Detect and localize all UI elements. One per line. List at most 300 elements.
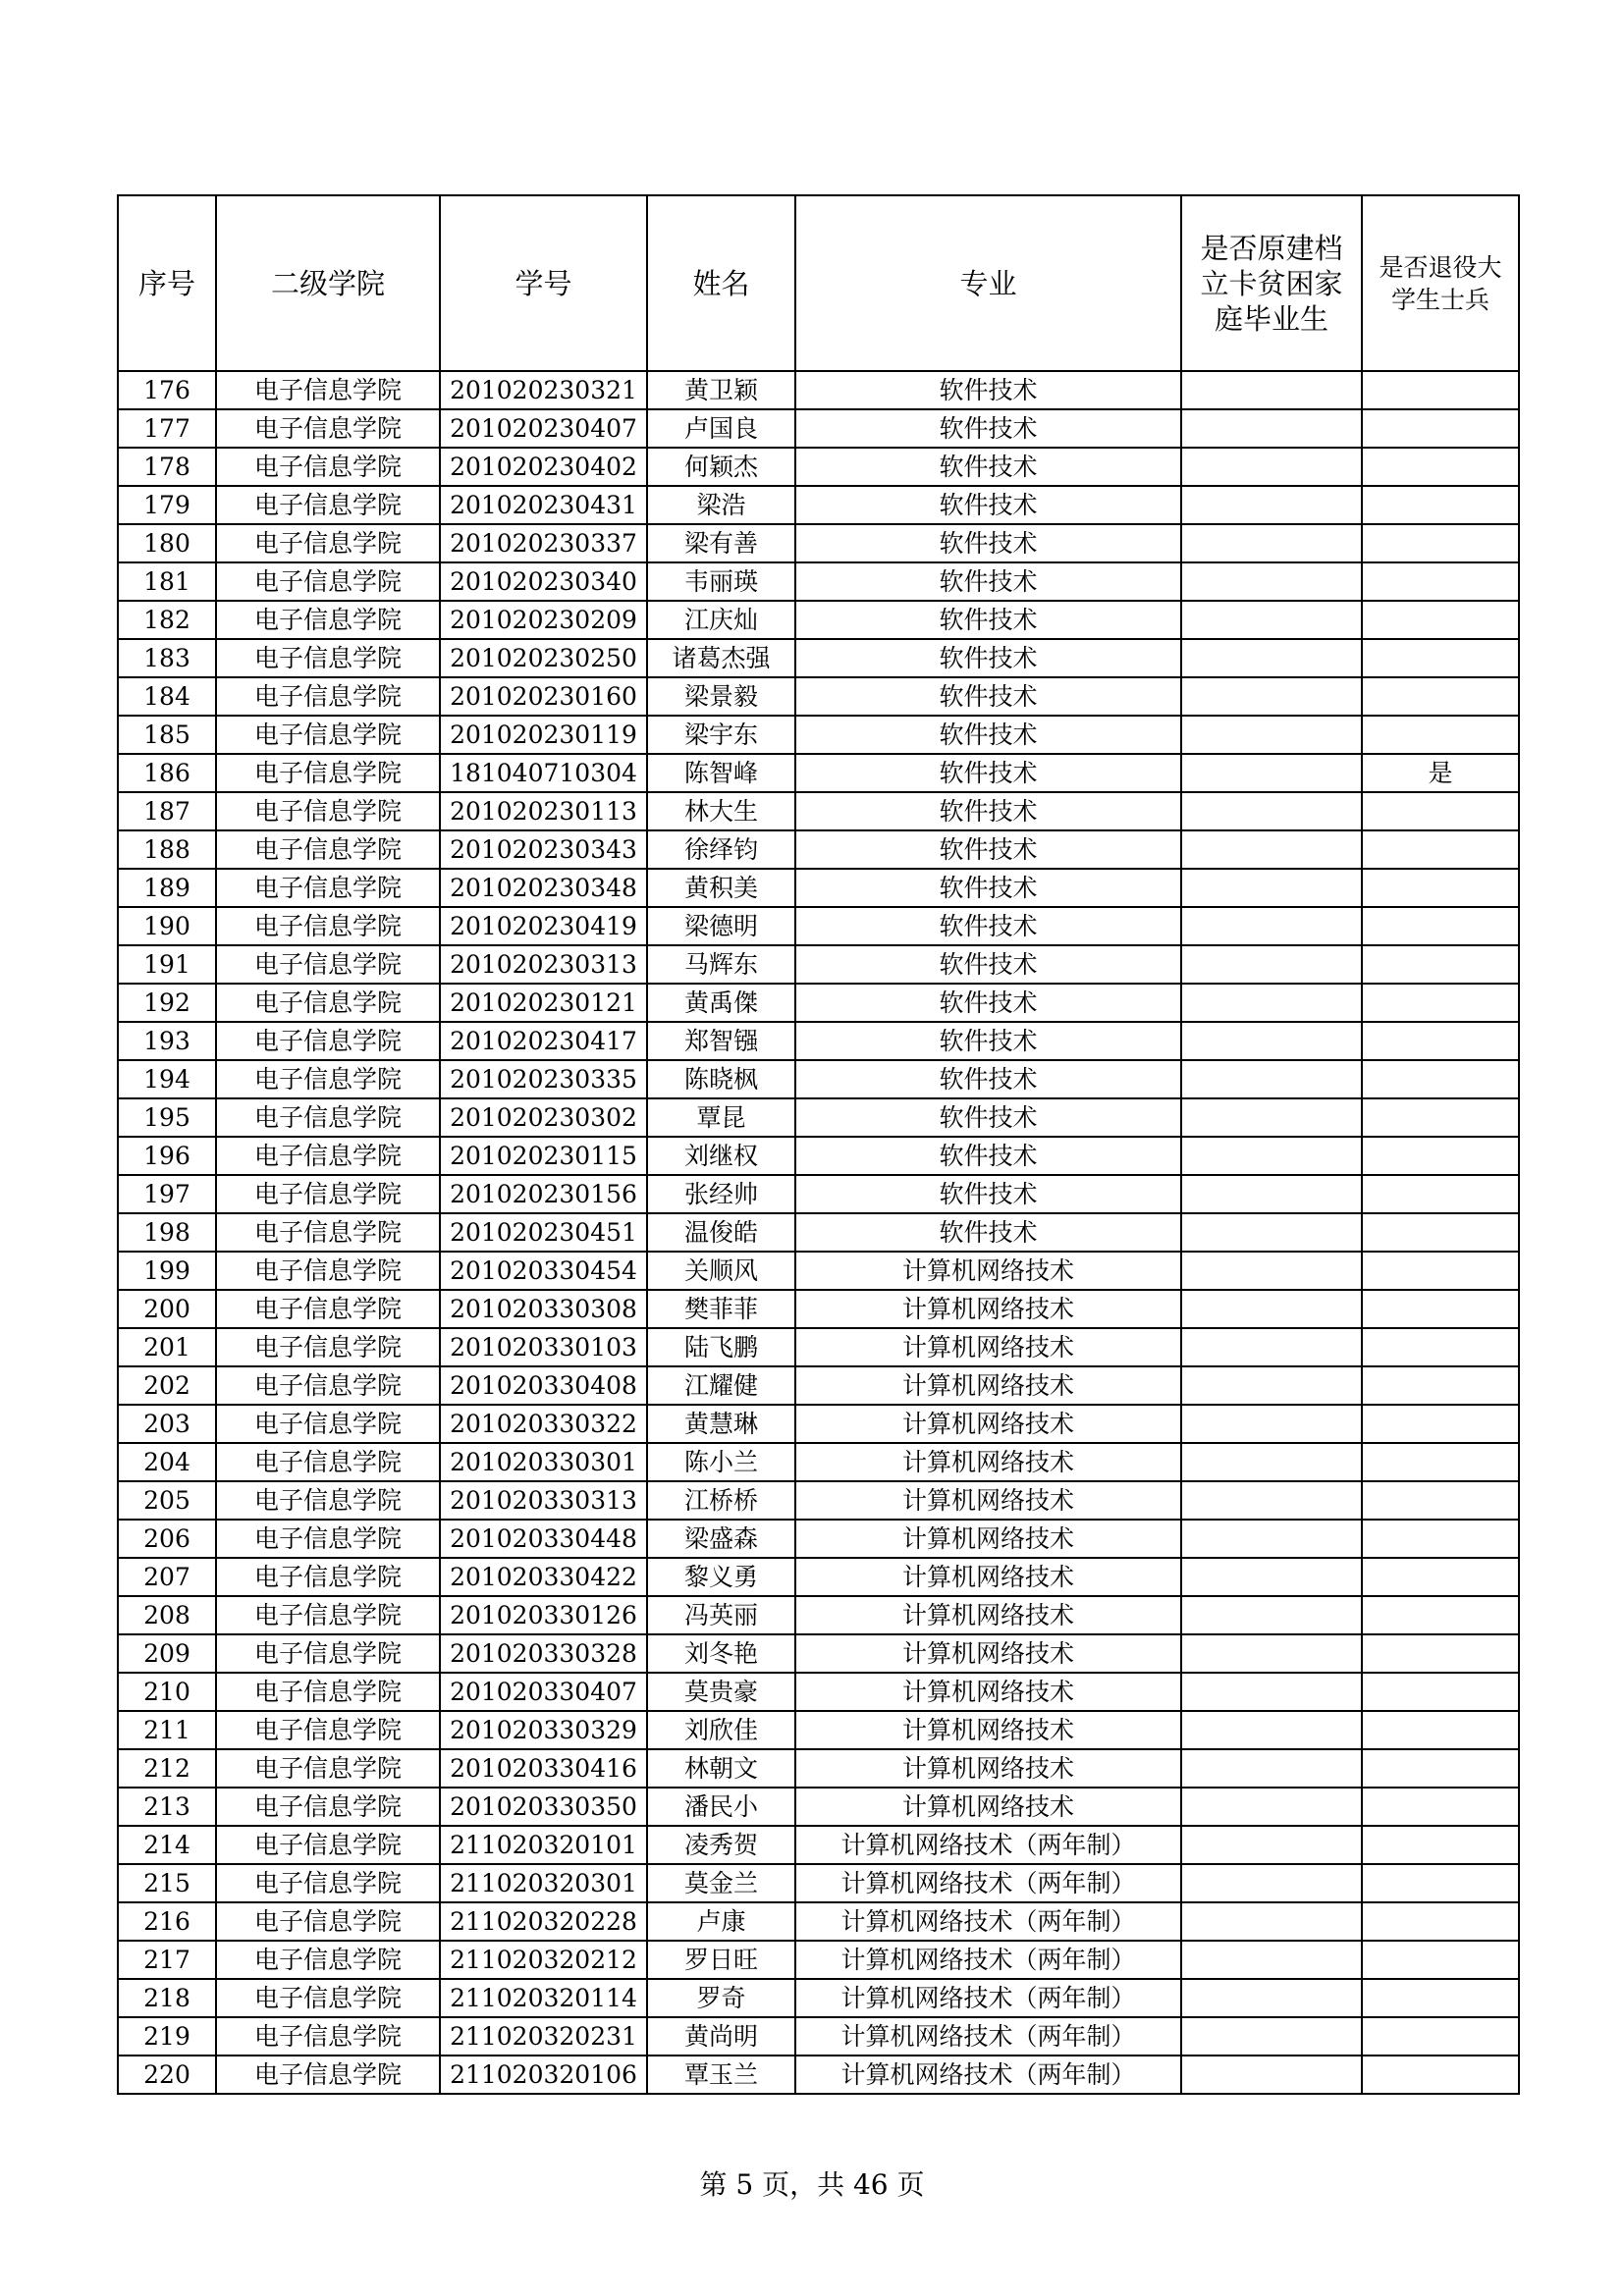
table-row <box>118 1826 1519 1864</box>
cell-college: 电子信息学院 <box>216 1481 440 1520</box>
table-row <box>118 2056 1519 2094</box>
cell-college: 电子信息学院 <box>216 1749 440 1788</box>
cell-veteran <box>1362 1711 1519 1749</box>
cell-name: 马辉东 <box>647 945 795 984</box>
cell-student-id: 201020230431 <box>440 486 647 524</box>
cell-index: 218 <box>118 1979 216 2017</box>
cell-student-id: 201020330407 <box>440 1673 647 1711</box>
cell-name: 刘继权 <box>647 1137 795 1175</box>
cell-major: 计算机网络技术（两年制） <box>795 1826 1181 1864</box>
table-row <box>118 486 1519 524</box>
cell-index: 176 <box>118 371 216 409</box>
table-row <box>118 1788 1519 1826</box>
cell-student-id: 211020320101 <box>440 1826 647 1864</box>
cell-major: 计算机网络技术（两年制） <box>795 1979 1181 2017</box>
cell-college: 电子信息学院 <box>216 371 440 409</box>
cell-college: 电子信息学院 <box>216 1902 440 1941</box>
cell-major: 软件技术 <box>795 677 1181 716</box>
cell-index: 211 <box>118 1711 216 1749</box>
cell-veteran <box>1362 907 1519 945</box>
cell-veteran <box>1362 869 1519 907</box>
table-row <box>118 562 1519 601</box>
table-row <box>118 907 1519 945</box>
header-college: 二级学院 <box>216 195 440 371</box>
table-row <box>118 639 1519 677</box>
cell-poverty-family <box>1181 562 1362 601</box>
cell-index: 212 <box>118 1749 216 1788</box>
cell-name: 郑智镪 <box>647 1022 795 1060</box>
cell-index: 206 <box>118 1520 216 1558</box>
cell-student-id: 211020320301 <box>440 1864 647 1902</box>
cell-college: 电子信息学院 <box>216 2056 440 2094</box>
table-row <box>118 1520 1519 1558</box>
cell-college: 电子信息学院 <box>216 1290 440 1328</box>
cell-name: 梁有善 <box>647 524 795 562</box>
cell-index: 197 <box>118 1175 216 1213</box>
table-row <box>118 1596 1519 1634</box>
cell-index: 177 <box>118 409 216 448</box>
table-body <box>118 371 1519 2094</box>
cell-veteran <box>1362 1405 1519 1443</box>
cell-poverty-family <box>1181 1328 1362 1366</box>
cell-poverty-family <box>1181 1405 1362 1443</box>
cell-name: 陈智峰 <box>647 754 795 792</box>
cell-name: 梁景毅 <box>647 677 795 716</box>
table-row <box>118 1213 1519 1252</box>
cell-major: 软件技术 <box>795 716 1181 754</box>
cell-veteran <box>1362 486 1519 524</box>
cell-index: 186 <box>118 754 216 792</box>
cell-major: 计算机网络技术 <box>795 1634 1181 1673</box>
cell-name: 关顺风 <box>647 1252 795 1290</box>
cell-major: 软件技术 <box>795 1022 1181 1060</box>
cell-veteran <box>1362 1252 1519 1290</box>
cell-name: 梁浩 <box>647 486 795 524</box>
cell-veteran <box>1362 1290 1519 1328</box>
cell-college: 电子信息学院 <box>216 677 440 716</box>
cell-veteran <box>1362 2017 1519 2056</box>
cell-college: 电子信息学院 <box>216 1175 440 1213</box>
table-row <box>118 1405 1519 1443</box>
cell-student-id: 201020230343 <box>440 830 647 869</box>
cell-veteran <box>1362 1175 1519 1213</box>
table-row <box>118 716 1519 754</box>
cell-veteran <box>1362 792 1519 830</box>
cell-poverty-family <box>1181 677 1362 716</box>
cell-college: 电子信息学院 <box>216 907 440 945</box>
cell-student-id: 201020230250 <box>440 639 647 677</box>
cell-college: 电子信息学院 <box>216 639 440 677</box>
cell-index: 196 <box>118 1137 216 1175</box>
table-row <box>118 1481 1519 1520</box>
cell-poverty-family <box>1181 1022 1362 1060</box>
cell-index: 219 <box>118 2017 216 2056</box>
cell-major: 软件技术 <box>795 1213 1181 1252</box>
student-table <box>117 194 1520 2095</box>
cell-major: 计算机网络技术 <box>795 1252 1181 1290</box>
cell-major: 计算机网络技术（两年制） <box>795 2056 1181 2094</box>
cell-major: 计算机网络技术 <box>795 1290 1181 1328</box>
table-row <box>118 1252 1519 1290</box>
cell-student-id: 201020230335 <box>440 1060 647 1098</box>
table-row <box>118 1711 1519 1749</box>
cell-index: 217 <box>118 1941 216 1979</box>
table-row <box>118 1634 1519 1673</box>
header-name: 姓名 <box>647 195 795 371</box>
cell-index: 193 <box>118 1022 216 1060</box>
cell-student-id: 201020330416 <box>440 1749 647 1788</box>
cell-index: 184 <box>118 677 216 716</box>
cell-name: 潘民小 <box>647 1788 795 1826</box>
cell-major: 计算机网络技术 <box>795 1481 1181 1520</box>
cell-index: 185 <box>118 716 216 754</box>
cell-poverty-family <box>1181 792 1362 830</box>
cell-college: 电子信息学院 <box>216 984 440 1022</box>
cell-major: 软件技术 <box>795 371 1181 409</box>
cell-name: 莫金兰 <box>647 1864 795 1902</box>
cell-veteran <box>1362 1213 1519 1252</box>
cell-poverty-family <box>1181 869 1362 907</box>
cell-major: 软件技术 <box>795 907 1181 945</box>
table-row <box>118 1941 1519 1979</box>
cell-college: 电子信息学院 <box>216 1979 440 2017</box>
cell-student-id: 201020330301 <box>440 1443 647 1481</box>
cell-poverty-family <box>1181 1175 1362 1213</box>
cell-veteran <box>1362 1749 1519 1788</box>
cell-major: 软件技术 <box>795 1175 1181 1213</box>
cell-name: 黄积美 <box>647 869 795 907</box>
cell-veteran <box>1362 830 1519 869</box>
cell-poverty-family <box>1181 1098 1362 1137</box>
table-row <box>118 1443 1519 1481</box>
table-row <box>118 984 1519 1022</box>
cell-poverty-family <box>1181 830 1362 869</box>
cell-student-id: 201020330448 <box>440 1520 647 1558</box>
cell-major: 软件技术 <box>795 869 1181 907</box>
cell-major: 计算机网络技术 <box>795 1673 1181 1711</box>
cell-major: 计算机网络技术 <box>795 1788 1181 1826</box>
cell-poverty-family <box>1181 1558 1362 1596</box>
cell-student-id: 201020230407 <box>440 409 647 448</box>
header-index: 序号 <box>118 195 216 371</box>
cell-college: 电子信息学院 <box>216 409 440 448</box>
cell-veteran <box>1362 1634 1519 1673</box>
cell-college: 电子信息学院 <box>216 1022 440 1060</box>
cell-college: 电子信息学院 <box>216 1788 440 1826</box>
cell-student-id: 201020330322 <box>440 1405 647 1443</box>
cell-veteran <box>1362 601 1519 639</box>
cell-major: 计算机网络技术 <box>795 1405 1181 1443</box>
cell-name: 樊菲菲 <box>647 1290 795 1328</box>
cell-name: 陆飞鹏 <box>647 1328 795 1366</box>
cell-poverty-family <box>1181 639 1362 677</box>
cell-index: 180 <box>118 524 216 562</box>
cell-veteran <box>1362 562 1519 601</box>
cell-college: 电子信息学院 <box>216 1328 440 1366</box>
cell-student-id: 201020230337 <box>440 524 647 562</box>
cell-poverty-family <box>1181 1443 1362 1481</box>
cell-student-id: 211020320231 <box>440 2017 647 2056</box>
cell-poverty-family <box>1181 1788 1362 1826</box>
cell-major: 软件技术 <box>795 1060 1181 1098</box>
cell-major: 软件技术 <box>795 792 1181 830</box>
cell-major: 软件技术 <box>795 486 1181 524</box>
cell-college: 电子信息学院 <box>216 1596 440 1634</box>
table-row <box>118 1060 1519 1098</box>
cell-veteran <box>1362 371 1519 409</box>
cell-poverty-family <box>1181 1137 1362 1175</box>
cell-veteran <box>1362 1481 1519 1520</box>
cell-name: 陈晓枫 <box>647 1060 795 1098</box>
cell-student-id: 181040710304 <box>440 754 647 792</box>
cell-index: 202 <box>118 1366 216 1405</box>
cell-veteran <box>1362 1902 1519 1941</box>
cell-name: 诸葛杰强 <box>647 639 795 677</box>
table-row <box>118 1098 1519 1137</box>
table-row <box>118 2017 1519 2056</box>
cell-index: 216 <box>118 1902 216 1941</box>
cell-major: 软件技术 <box>795 984 1181 1022</box>
cell-index: 178 <box>118 448 216 486</box>
cell-poverty-family <box>1181 1941 1362 1979</box>
table-row <box>118 792 1519 830</box>
cell-veteran <box>1362 984 1519 1022</box>
table-row <box>118 1328 1519 1366</box>
cell-college: 电子信息学院 <box>216 1366 440 1405</box>
table-row <box>118 830 1519 869</box>
cell-major: 计算机网络技术（两年制） <box>795 1941 1181 1979</box>
cell-poverty-family <box>1181 1902 1362 1941</box>
cell-college: 电子信息学院 <box>216 1252 440 1290</box>
cell-college: 电子信息学院 <box>216 1137 440 1175</box>
cell-name: 冯英丽 <box>647 1596 795 1634</box>
cell-student-id: 201020330329 <box>440 1711 647 1749</box>
cell-student-id: 201020230313 <box>440 945 647 984</box>
cell-veteran <box>1362 945 1519 984</box>
cell-index: 200 <box>118 1290 216 1328</box>
cell-veteran <box>1362 1098 1519 1137</box>
cell-name: 江庆灿 <box>647 601 795 639</box>
cell-name: 卢康 <box>647 1902 795 1941</box>
cell-major: 计算机网络技术 <box>795 1443 1181 1481</box>
cell-poverty-family <box>1181 1366 1362 1405</box>
cell-major: 计算机网络技术（两年制） <box>795 2017 1181 2056</box>
cell-college: 电子信息学院 <box>216 1634 440 1673</box>
cell-name: 江桥桥 <box>647 1481 795 1520</box>
cell-name: 林朝文 <box>647 1749 795 1788</box>
cell-name: 罗日旺 <box>647 1941 795 1979</box>
table-row <box>118 1902 1519 1941</box>
cell-veteran <box>1362 1979 1519 2017</box>
table-row <box>118 869 1519 907</box>
header-student-id: 学号 <box>440 195 647 371</box>
cell-student-id: 201020230402 <box>440 448 647 486</box>
cell-index: 208 <box>118 1596 216 1634</box>
cell-poverty-family <box>1181 524 1362 562</box>
cell-college: 电子信息学院 <box>216 1826 440 1864</box>
cell-major: 软件技术 <box>795 601 1181 639</box>
cell-major: 计算机网络技术 <box>795 1328 1181 1366</box>
cell-veteran <box>1362 1443 1519 1481</box>
cell-college: 电子信息学院 <box>216 1864 440 1902</box>
cell-major: 软件技术 <box>795 448 1181 486</box>
cell-name: 凌秀贺 <box>647 1826 795 1864</box>
cell-index: 204 <box>118 1443 216 1481</box>
cell-veteran <box>1362 448 1519 486</box>
cell-veteran <box>1362 1864 1519 1902</box>
cell-major: 计算机网络技术 <box>795 1520 1181 1558</box>
cell-college: 电子信息学院 <box>216 869 440 907</box>
header-poverty-family: 是否原建档立卡贫困家庭毕业生 <box>1181 195 1362 371</box>
cell-veteran <box>1362 524 1519 562</box>
cell-index: 213 <box>118 1788 216 1826</box>
cell-index: 201 <box>118 1328 216 1366</box>
cell-college: 电子信息学院 <box>216 1098 440 1137</box>
cell-poverty-family <box>1181 1634 1362 1673</box>
cell-student-id: 211020320106 <box>440 2056 647 2094</box>
cell-index: 199 <box>118 1252 216 1290</box>
cell-name: 何颖杰 <box>647 448 795 486</box>
cell-student-id: 201020230119 <box>440 716 647 754</box>
table-row <box>118 754 1519 792</box>
cell-student-id: 201020230451 <box>440 1213 647 1252</box>
cell-student-id: 201020230302 <box>440 1098 647 1137</box>
cell-college: 电子信息学院 <box>216 1213 440 1252</box>
cell-poverty-family <box>1181 371 1362 409</box>
cell-major: 软件技术 <box>795 409 1181 448</box>
cell-poverty-family <box>1181 1864 1362 1902</box>
cell-student-id: 201020230419 <box>440 907 647 945</box>
cell-college: 电子信息学院 <box>216 562 440 601</box>
cell-poverty-family <box>1181 1749 1362 1788</box>
cell-veteran: 是 <box>1362 754 1519 792</box>
cell-major: 软件技术 <box>795 1098 1181 1137</box>
cell-poverty-family <box>1181 601 1362 639</box>
cell-poverty-family <box>1181 1290 1362 1328</box>
cell-poverty-family <box>1181 716 1362 754</box>
cell-name: 卢国良 <box>647 409 795 448</box>
cell-major: 软件技术 <box>795 945 1181 984</box>
cell-major: 软件技术 <box>795 562 1181 601</box>
table-row <box>118 1864 1519 1902</box>
cell-student-id: 201020230417 <box>440 1022 647 1060</box>
cell-poverty-family <box>1181 754 1362 792</box>
cell-major: 计算机网络技术 <box>795 1749 1181 1788</box>
cell-poverty-family <box>1181 945 1362 984</box>
cell-major: 软件技术 <box>795 524 1181 562</box>
cell-name: 黎义勇 <box>647 1558 795 1596</box>
cell-major: 计算机网络技术（两年制） <box>795 1902 1181 1941</box>
table-row <box>118 448 1519 486</box>
cell-poverty-family <box>1181 1596 1362 1634</box>
cell-name: 江耀健 <box>647 1366 795 1405</box>
table-row <box>118 409 1519 448</box>
cell-student-id: 201020330422 <box>440 1558 647 1596</box>
cell-student-id: 201020330313 <box>440 1481 647 1520</box>
cell-student-id: 201020230113 <box>440 792 647 830</box>
cell-poverty-family <box>1181 1060 1362 1098</box>
cell-veteran <box>1362 1366 1519 1405</box>
cell-poverty-family <box>1181 1252 1362 1290</box>
cell-major: 计算机网络技术 <box>795 1711 1181 1749</box>
cell-major: 计算机网络技术（两年制） <box>795 1864 1181 1902</box>
cell-poverty-family <box>1181 1213 1362 1252</box>
cell-college: 电子信息学院 <box>216 716 440 754</box>
cell-college: 电子信息学院 <box>216 792 440 830</box>
cell-college: 电子信息学院 <box>216 1941 440 1979</box>
cell-poverty-family <box>1181 1520 1362 1558</box>
cell-index: 195 <box>118 1098 216 1137</box>
cell-name: 黄卫颖 <box>647 371 795 409</box>
cell-poverty-family <box>1181 448 1362 486</box>
cell-college: 电子信息学院 <box>216 1711 440 1749</box>
cell-college: 电子信息学院 <box>216 1060 440 1098</box>
cell-name: 覃昆 <box>647 1098 795 1137</box>
cell-student-id: 201020230160 <box>440 677 647 716</box>
cell-name: 莫贵豪 <box>647 1673 795 1711</box>
cell-veteran <box>1362 716 1519 754</box>
cell-veteran <box>1362 1022 1519 1060</box>
cell-major: 软件技术 <box>795 754 1181 792</box>
cell-student-id: 201020330308 <box>440 1290 647 1328</box>
table-row <box>118 524 1519 562</box>
cell-college: 电子信息学院 <box>216 1520 440 1558</box>
cell-student-id: 211020320114 <box>440 1979 647 2017</box>
cell-student-id: 201020330408 <box>440 1366 647 1405</box>
cell-veteran <box>1362 1137 1519 1175</box>
cell-college: 电子信息学院 <box>216 830 440 869</box>
table-row <box>118 1558 1519 1596</box>
cell-student-id: 201020230321 <box>440 371 647 409</box>
cell-name: 梁盛森 <box>647 1520 795 1558</box>
cell-index: 205 <box>118 1481 216 1520</box>
table-row <box>118 1366 1519 1405</box>
cell-veteran <box>1362 1826 1519 1864</box>
cell-major: 软件技术 <box>795 830 1181 869</box>
cell-name: 林大生 <box>647 792 795 830</box>
cell-college: 电子信息学院 <box>216 524 440 562</box>
cell-name: 刘冬艳 <box>647 1634 795 1673</box>
cell-poverty-family <box>1181 1481 1362 1520</box>
cell-college: 电子信息学院 <box>216 601 440 639</box>
cell-name: 温俊皓 <box>647 1213 795 1252</box>
cell-name: 黄慧琳 <box>647 1405 795 1443</box>
cell-poverty-family <box>1181 1826 1362 1864</box>
cell-index: 192 <box>118 984 216 1022</box>
cell-veteran <box>1362 1520 1519 1558</box>
cell-veteran <box>1362 2056 1519 2094</box>
cell-name: 张经帅 <box>647 1175 795 1213</box>
cell-veteran <box>1362 1558 1519 1596</box>
cell-poverty-family <box>1181 2056 1362 2094</box>
cell-veteran <box>1362 1060 1519 1098</box>
cell-student-id: 201020330126 <box>440 1596 647 1634</box>
cell-index: 194 <box>118 1060 216 1098</box>
cell-index: 191 <box>118 945 216 984</box>
cell-index: 207 <box>118 1558 216 1596</box>
cell-veteran <box>1362 639 1519 677</box>
cell-college: 电子信息学院 <box>216 486 440 524</box>
cell-index: 190 <box>118 907 216 945</box>
cell-name: 韦丽瑛 <box>647 562 795 601</box>
cell-index: 215 <box>118 1864 216 1902</box>
cell-name: 黄禹傑 <box>647 984 795 1022</box>
cell-student-id: 201020230348 <box>440 869 647 907</box>
cell-name: 徐绎钧 <box>647 830 795 869</box>
cell-student-id: 211020320228 <box>440 1902 647 1941</box>
cell-student-id: 201020230121 <box>440 984 647 1022</box>
cell-college: 电子信息学院 <box>216 754 440 792</box>
